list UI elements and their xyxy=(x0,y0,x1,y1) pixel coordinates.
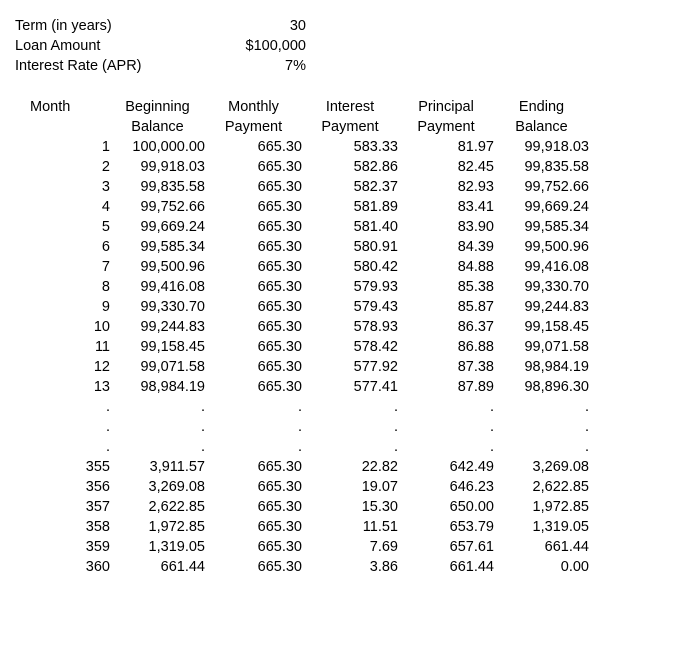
interest-payment-cell: 578.42 xyxy=(353,339,398,355)
beginning-balance-cell: 100,000.00 xyxy=(132,139,205,155)
interest-payment-cell: 583.33 xyxy=(353,139,398,155)
ellipsis-dot: . xyxy=(393,439,398,455)
month-cell: 9 xyxy=(101,299,110,315)
ellipsis-dot: . xyxy=(393,419,398,435)
principal-payment-cell: 82.93 xyxy=(457,179,494,195)
table-row xyxy=(30,217,589,237)
ellipsis-row xyxy=(30,397,589,417)
header-row-2 xyxy=(30,117,589,137)
ellipsis-dot: . xyxy=(489,399,494,415)
interest-payment-cell: 19.07 xyxy=(361,479,398,495)
interest-rate-value: 7% xyxy=(285,58,306,74)
interest-payment-cell: 580.91 xyxy=(353,239,398,255)
beginning-balance-cell: 99,158.45 xyxy=(140,339,205,355)
principal-payment-cell: 84.88 xyxy=(457,259,494,275)
monthly-payment-cell: 665.30 xyxy=(257,319,302,335)
beginning-balance-cell: 99,585.34 xyxy=(140,239,205,255)
interest-payment-cell: 582.86 xyxy=(353,159,398,175)
ending-balance-cell: 99,244.83 xyxy=(524,299,589,315)
table-row xyxy=(30,377,589,397)
beginning-balance-cell: 98,984.19 xyxy=(140,379,205,395)
monthly-payment-cell: 665.30 xyxy=(257,239,302,255)
ellipsis-dot: . xyxy=(297,399,302,415)
beginning-balance-cell: 2,622.85 xyxy=(148,499,205,515)
header-interest-payment-line2: Payment xyxy=(321,119,379,135)
month-cell: 2 xyxy=(101,159,110,175)
header-principal-payment-line1: Principal xyxy=(418,99,474,115)
ellipsis-dot: . xyxy=(489,419,494,435)
ellipsis-dot: . xyxy=(200,439,205,455)
header-monthly-payment-line2: Payment xyxy=(224,119,283,135)
ending-balance-cell: 1,319.05 xyxy=(532,519,589,535)
principal-payment-cell: 82.45 xyxy=(457,159,494,175)
header-principal-payment-line2: Payment xyxy=(417,119,475,135)
principal-payment-cell: 86.88 xyxy=(457,339,494,355)
beginning-balance-cell: 1,972.85 xyxy=(148,519,205,535)
table-row xyxy=(30,177,589,197)
month-cell: 355 xyxy=(85,459,110,475)
ending-balance-cell: 3,269.08 xyxy=(532,459,589,475)
ending-balance-cell: 98,896.30 xyxy=(524,379,589,395)
monthly-payment-cell: 665.30 xyxy=(257,259,302,275)
loan-parameters xyxy=(15,18,305,78)
ellipsis-dot: . xyxy=(297,419,302,435)
monthly-payment-cell: 665.30 xyxy=(257,359,302,375)
beginning-balance-cell: 99,918.03 xyxy=(140,159,205,175)
month-cell: 5 xyxy=(101,219,110,235)
monthly-payment-cell: 665.30 xyxy=(257,499,302,515)
ending-balance-cell: 1,972.85 xyxy=(532,499,589,515)
amortization-table xyxy=(30,97,589,577)
ending-balance-cell: 99,835.58 xyxy=(524,159,589,175)
ending-balance-cell: 99,158.45 xyxy=(524,319,589,335)
header-month: Month xyxy=(30,99,71,115)
principal-payment-cell: 661.44 xyxy=(449,559,494,575)
header-interest-payment-line1: Interest xyxy=(325,99,375,115)
month-cell: 357 xyxy=(85,499,110,515)
month-cell: 8 xyxy=(101,279,110,295)
ellipsis-dot: . xyxy=(105,419,110,435)
principal-payment-cell: 84.39 xyxy=(457,239,494,255)
loan-amount-value: $100,000 xyxy=(245,38,306,54)
interest-payment-cell: 578.93 xyxy=(353,319,398,335)
monthly-payment-cell: 665.30 xyxy=(257,299,302,315)
month-cell: 13 xyxy=(93,379,110,395)
header-beginning-balance-line2: Balance xyxy=(131,119,184,135)
principal-payment-cell: 642.49 xyxy=(449,459,494,475)
header-ending-balance-line1: Ending xyxy=(518,99,565,115)
monthly-payment-cell: 665.30 xyxy=(257,379,302,395)
interest-payment-cell: 577.41 xyxy=(353,379,398,395)
beginning-balance-cell: 99,669.24 xyxy=(140,219,205,235)
param-row-loan-amount xyxy=(15,38,305,58)
ellipsis-dot: . xyxy=(393,399,398,415)
month-cell: 360 xyxy=(85,559,110,575)
principal-payment-cell: 646.23 xyxy=(449,479,494,495)
beginning-balance-cell: 99,330.70 xyxy=(140,299,205,315)
ellipsis-row xyxy=(30,417,589,437)
param-row-term xyxy=(15,18,305,38)
monthly-payment-cell: 665.30 xyxy=(257,219,302,235)
table-row xyxy=(30,457,589,477)
month-cell: 7 xyxy=(101,259,110,275)
beginning-balance-cell: 99,752.66 xyxy=(140,199,205,215)
ellipsis-dot: . xyxy=(105,439,110,455)
ending-balance-cell: 99,669.24 xyxy=(524,199,589,215)
interest-payment-cell: 579.93 xyxy=(353,279,398,295)
month-cell: 3 xyxy=(101,179,110,195)
interest-payment-cell: 3.86 xyxy=(369,559,398,575)
ending-balance-cell: 99,752.66 xyxy=(524,179,589,195)
principal-payment-cell: 85.38 xyxy=(457,279,494,295)
beginning-balance-cell: 3,269.08 xyxy=(148,479,205,495)
monthly-payment-cell: 665.30 xyxy=(257,479,302,495)
ellipsis-dot: . xyxy=(489,439,494,455)
beginning-balance-cell: 661.44 xyxy=(160,559,205,575)
principal-payment-cell: 650.00 xyxy=(449,499,494,515)
month-cell: 356 xyxy=(85,479,110,495)
ellipsis-dot: . xyxy=(200,419,205,435)
interest-payment-cell: 580.42 xyxy=(353,259,398,275)
principal-payment-cell: 81.97 xyxy=(457,139,494,155)
interest-payment-cell: 11.51 xyxy=(362,519,398,535)
header-monthly-payment-line1: Monthly xyxy=(228,99,279,115)
beginning-balance-cell: 1,319.05 xyxy=(148,539,205,555)
monthly-payment-cell: 665.30 xyxy=(257,339,302,355)
ellipsis-dot: . xyxy=(584,419,589,435)
ending-balance-cell: 99,585.34 xyxy=(524,219,589,235)
interest-payment-cell: 7.69 xyxy=(369,539,398,555)
table-row xyxy=(30,317,589,337)
interest-rate-label: Interest Rate (APR) xyxy=(15,58,142,74)
ending-balance-cell: 0.00 xyxy=(560,559,589,575)
monthly-payment-cell: 665.30 xyxy=(257,539,302,555)
monthly-payment-cell: 665.30 xyxy=(257,519,302,535)
principal-payment-cell: 87.89 xyxy=(457,379,494,395)
table-row xyxy=(30,237,589,257)
monthly-payment-cell: 665.30 xyxy=(257,179,302,195)
ellipsis-dot: . xyxy=(297,439,302,455)
monthly-payment-cell: 665.30 xyxy=(257,159,302,175)
monthly-payment-cell: 665.30 xyxy=(257,279,302,295)
ending-balance-cell: 99,330.70 xyxy=(524,279,589,295)
table-row xyxy=(30,517,589,537)
interest-payment-cell: 582.37 xyxy=(353,179,398,195)
principal-payment-cell: 83.90 xyxy=(457,219,494,235)
table-row xyxy=(30,557,589,577)
table-row xyxy=(30,277,589,297)
table-row xyxy=(30,197,589,217)
ending-balance-cell: 99,071.58 xyxy=(524,339,589,355)
ending-balance-cell: 99,918.03 xyxy=(524,139,589,155)
principal-payment-cell: 657.61 xyxy=(449,539,494,555)
amortization-table-body xyxy=(30,137,589,577)
interest-payment-cell: 22.82 xyxy=(361,459,398,475)
table-row xyxy=(30,137,589,157)
ending-balance-cell: 2,622.85 xyxy=(532,479,589,495)
month-cell: 358 xyxy=(85,519,110,535)
term-value: 30 xyxy=(289,18,306,34)
table-row xyxy=(30,157,589,177)
beginning-balance-cell: 99,416.08 xyxy=(140,279,205,295)
beginning-balance-cell: 99,835.58 xyxy=(140,179,205,195)
beginning-balance-cell: 99,071.58 xyxy=(140,359,205,375)
ellipsis-dot: . xyxy=(584,439,589,455)
month-cell: 359 xyxy=(85,539,110,555)
ending-balance-cell: 99,500.96 xyxy=(524,239,589,255)
ellipsis-dot: . xyxy=(105,399,110,415)
interest-payment-cell: 581.89 xyxy=(353,199,398,215)
term-label: Term (in years) xyxy=(15,18,112,34)
monthly-payment-cell: 665.30 xyxy=(257,199,302,215)
principal-payment-cell: 86.37 xyxy=(457,319,494,335)
table-row xyxy=(30,337,589,357)
ending-balance-cell: 98,984.19 xyxy=(524,359,589,375)
header-month-line2 xyxy=(30,117,110,137)
principal-payment-cell: 653.79 xyxy=(449,519,494,535)
month-cell: 11 xyxy=(94,339,110,355)
interest-payment-cell: 581.40 xyxy=(353,219,398,235)
beginning-balance-cell: 99,244.83 xyxy=(140,319,205,335)
monthly-payment-cell: 665.30 xyxy=(257,559,302,575)
monthly-payment-cell: 665.30 xyxy=(257,139,302,155)
table-row xyxy=(30,297,589,317)
principal-payment-cell: 87.38 xyxy=(457,359,494,375)
interest-payment-cell: 579.43 xyxy=(353,299,398,315)
month-cell: 12 xyxy=(93,359,110,375)
table-row xyxy=(30,477,589,497)
monthly-payment-cell: 665.30 xyxy=(257,459,302,475)
month-cell: 4 xyxy=(101,199,110,215)
table-row xyxy=(30,497,589,517)
table-row xyxy=(30,357,589,377)
interest-payment-cell: 15.30 xyxy=(361,499,398,515)
month-cell: 1 xyxy=(101,139,110,155)
header-ending-balance-line2: Balance xyxy=(515,119,568,135)
param-row-interest-rate xyxy=(15,58,305,78)
table-row xyxy=(30,257,589,277)
header-beginning-balance-line1: Beginning xyxy=(125,99,190,115)
month-cell: 6 xyxy=(101,239,110,255)
principal-payment-cell: 85.87 xyxy=(457,299,494,315)
ellipsis-dot: . xyxy=(584,399,589,415)
table-row xyxy=(30,537,589,557)
interest-payment-cell: 577.92 xyxy=(353,359,398,375)
ending-balance-cell: 661.44 xyxy=(544,539,589,555)
beginning-balance-cell: 99,500.96 xyxy=(140,259,205,275)
ellipsis-row xyxy=(30,437,589,457)
ending-balance-cell: 99,416.08 xyxy=(524,259,589,275)
ellipsis-dot: . xyxy=(200,399,205,415)
month-cell: 10 xyxy=(93,319,110,335)
loan-amount-label: Loan Amount xyxy=(15,38,101,54)
principal-payment-cell: 83.41 xyxy=(457,199,494,215)
header-row-1 xyxy=(30,97,589,117)
beginning-balance-cell: 3,911.57 xyxy=(149,459,205,475)
